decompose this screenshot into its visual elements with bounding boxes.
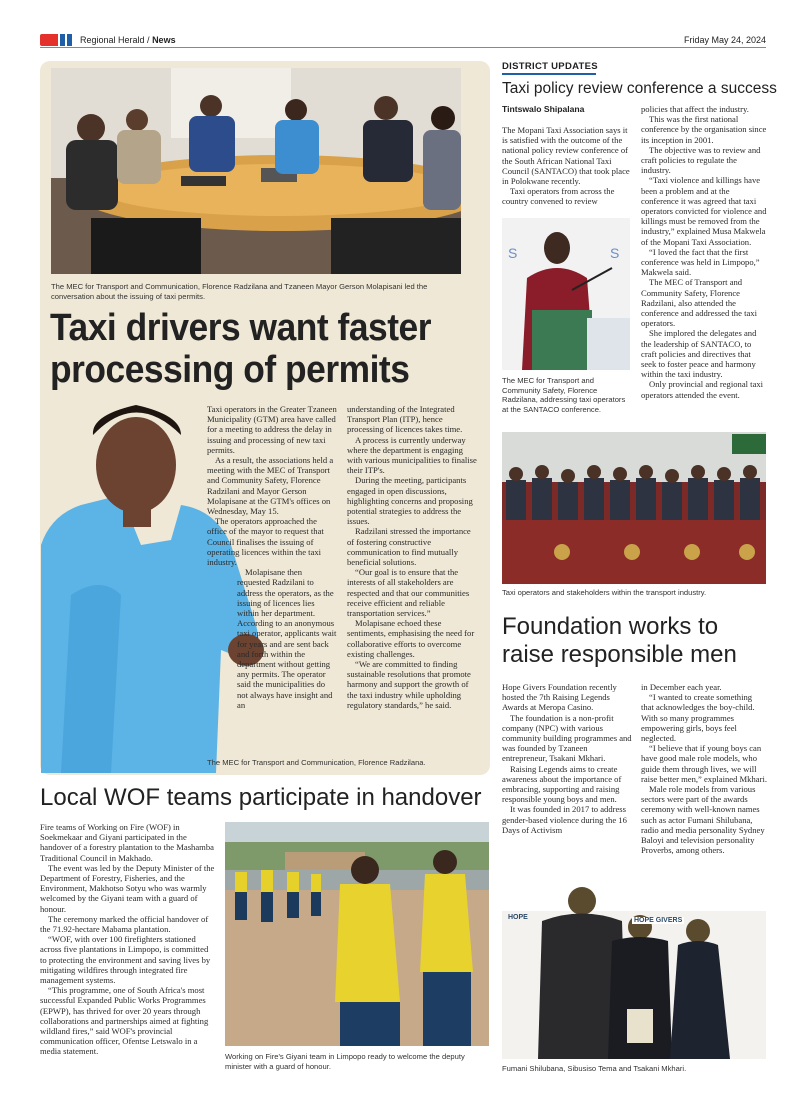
district-headline: Taxi policy review conference a success: [502, 80, 777, 97]
speaker-at-podium-photo: [502, 218, 630, 370]
district-tag-underline: [502, 73, 596, 75]
crowd-photo-caption: Taxi operators and stakeholders within the transport industry.: [502, 588, 707, 597]
district-byline: Tintswalo Shipalana: [502, 104, 585, 114]
issue-date: Friday May 24, 2024: [683, 35, 766, 45]
wof-photo-caption: Working on Fire's Giyani team in Limpopo ready to welcome the deputy minister with a guard of honour.: [225, 1052, 465, 1071]
speaker-photo-caption: The MEC for Transport and Community Safety, Florence Radzilana, addressing taxi operators at the SANTACO conference.: [502, 376, 626, 414]
header-rule: [40, 47, 766, 48]
conference-crowd-photo: [502, 432, 766, 584]
wof-team-photo: [225, 822, 489, 1046]
awards-photo-caption: Fumani Shilubana, Sibusiso Tema and Tsakani Mkhari.: [502, 1064, 687, 1073]
brand-logo-icon: [40, 33, 72, 47]
paper-name: Regional Herald: [80, 35, 145, 45]
svg-text:S: S: [508, 245, 518, 261]
hope-givers-banner-2: HOPE GIVERS: [634, 917, 683, 924]
wof-story-col: Fire teams of Working on Fire (WOF) in Soekmekaar and Giyani participated in the handover of a forestry plantation to the Mashamba Traditional Council in Makhado. The event was led by the Deputy Minister of the Department of Forestry, Fisheries, and the Environment, Makhotso Sotyu who was warmly welcomed by the Giyani team with a guard of honour. The ceremony marked the official handover of the 71.92-hectare Mabama plantation. “WOF, with over 100 firefighters stationed across five plantations in Limpopo, is committed to protecting the environment and saving lives by mitigating wildfires through integrated fire management systems. “This programme, one of South Africa's most successful Expanded Public Works Programmes (EPWP), has thrived for over 20 years through collaborations and partnerships aimed at fighting wildland fires,” said WOF's provincial communication officer, Ofentse Letswalo in a media statement.: [40, 822, 215, 1057]
awards-photo: [502, 881, 766, 1059]
section-label: Regional Herald / News: [80, 35, 176, 45]
wof-headline: Local WOF teams participate in handover: [40, 784, 482, 811]
lead-story-col-2: understanding of the Integrated Transport Plan (ITP), hence processing of licences takes time. A process is currently underway where the department is engaging with various municipalities to finalise their ITP's. During the meeting, participants engaged in open discussions, highlighting concerns and proposing potential strategies to address the issues. Radzilani stressed the importance of fostering constructive communication to find mutually beneficial solutions. “Our goal is to ensure that the interests of all stakeholders are respected and that our communities receive efficient and reliable transportation services.” Molapisane echoed these sentiments, emphasising the need for collaborative efforts to overcome existing challenges. “We are committed to finding sustainable resolutions that promote harmony and support the growth of the taxi industry while upholding regulatory standards,” he said.: [347, 404, 477, 710]
portrait-caption: The MEC for Transport and Communication, Florence Radzilana.: [207, 758, 426, 767]
hope-givers-banner: HOPE: [508, 914, 528, 921]
district-col-1: The Mopani Taxi Association says it is satisfied with the outcome of the national policy review conference of the South African National Taxi Council (SANTACO) that took place in Polokwane recently. Taxi operators from across the country convened to review: [502, 125, 630, 207]
foundation-col-1: Hope Givers Foundation recently hosted the 7th Raising Legends Awards at Meropa Casino. The foundation is a non-profit company (NPC) with various community building programmes and was founded by Tzaneen entrepreneur, Tsakani Mkhari. Raising Legends aims to create awareness about the importance of embracing, supporting and raising responsible young boys and men. It was founded in 2017 to address gender-based violence during the 16 Days of Activism: [502, 682, 632, 835]
lead-headline: Taxi drivers want faster processing of permits: [50, 307, 432, 391]
section-name: News: [152, 35, 176, 45]
meeting-photo-caption: The MEC for Transport and Communication, Florence Radzilana and Tzaneen Mayor Gerson Molapisani led the conversation about the issuing of taxi permits.: [51, 282, 428, 301]
foundation-col-2: in December each year. “I wanted to create something that acknowledges the boy-child. With so many programmes empowering girls, boys feel neglected. “I believe that if young boys can have good male role models, who guide them through lives, we will raise better men,” explained Mkhari. Male role models from various sectors were part of the awards ceremony with well-known names such as actor Fumani Shilubana, radio and media personality Sydney Baloyi and television personality Proverbs, among others.: [641, 682, 767, 856]
svg-text:S: S: [610, 245, 620, 261]
meeting-photo: [51, 68, 461, 274]
lead-story-col-1: Taxi operators in the Greater Tzaneen Municipality (GTM) area have called for a meeting to address the delay in issuing and processing of new taxi permits. As a result, the associations held a meeting with the MEC of Transport and Community Safety, Florence Radzilani and Mayor Gerson Molapisane at the GTM's offices on Wednesday, May 15. The operators approached the office of the mayor to request that Council finalises the issuing of operating licences within the taxi industry. Molapisane then requested Radzilani to address the operators, as the issuing of licences lies within her department. According to an anonymous taxi operator, applicants wait for years and are sent back and forth within the department without getting any permits. The operator said the municipalities do not always have insight and an: [207, 404, 337, 710]
district-col-2: policies that affect the industry. This was the first national conference by the organisation since its inception in 2001. The objective was to review and craft policies to regulate the industry. “Taxi violence and killings have been a problem and at the conference it was agreed that taxi operators convicted for violence and killings must be removed from the industry,” explained Musa Makwela of the Mopani Taxi Association. “I loved the fact that the first conference was held in Limpopo,” Makwela said. The MEC of Transport and Community Safety, Florence Radzilani, also attended the conference and addressed the taxi operators. She implored the delegates and the leadership of SANTACO, to craft policies and directives that seek to foster peace and harmony within the taxi industry. Only provincial and regional taxi operators attended the event.: [641, 104, 767, 400]
foundation-headline: Foundation works to raise responsible men: [502, 613, 737, 668]
district-updates-tag: DISTRICT UPDATES: [502, 61, 598, 72]
